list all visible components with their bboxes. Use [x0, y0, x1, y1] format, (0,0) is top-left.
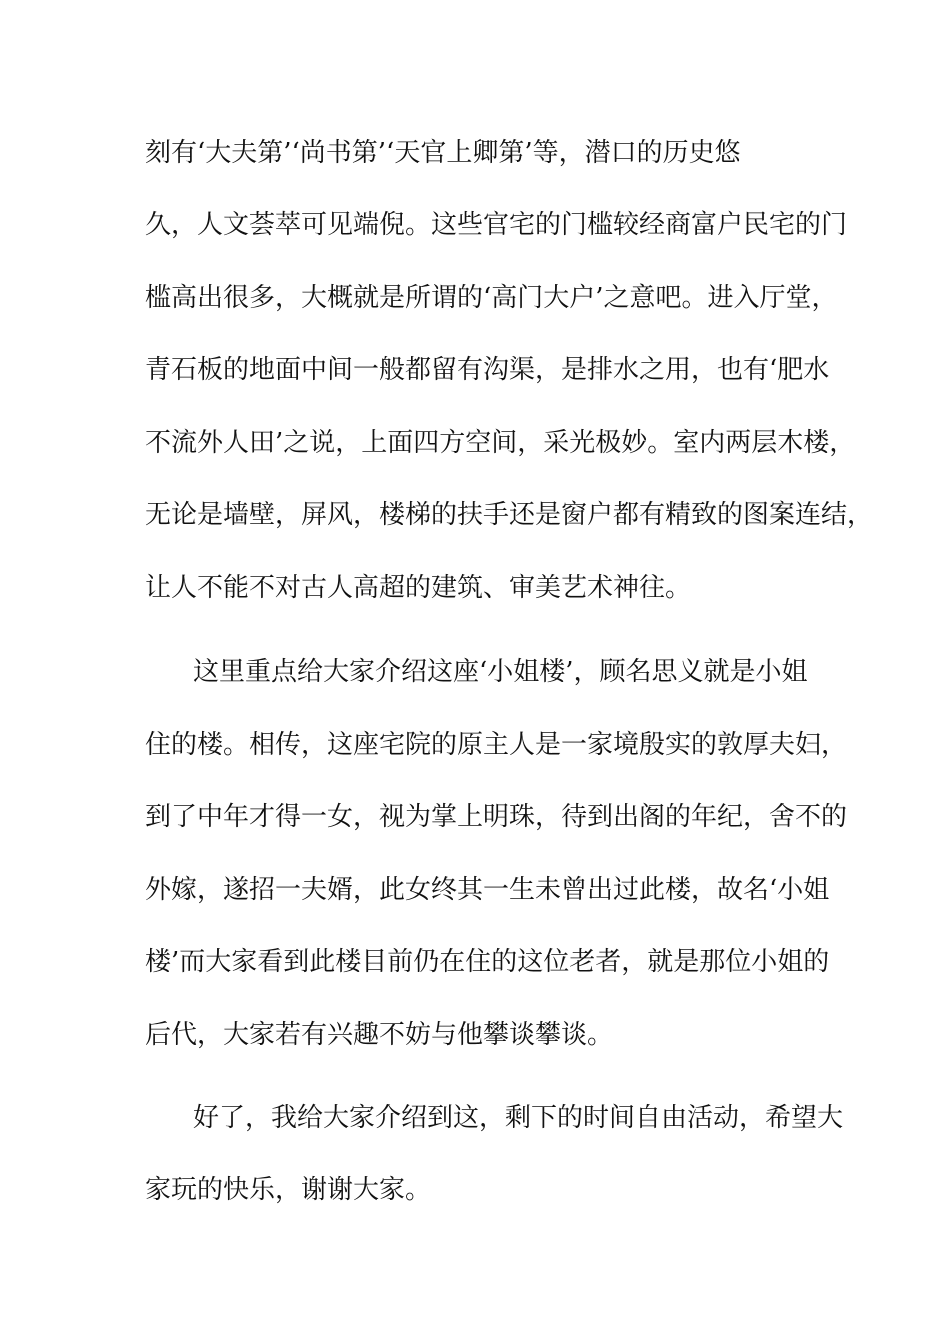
text-line: 让人不能不对古人高超的建筑、审美艺术神往。	[145, 573, 692, 603]
text-line: 青石板的地面中间一般都留有沟渠，是排水之用，也有‘肥水	[145, 355, 830, 385]
text-line: 好了，我给大家介绍到这，剩下的时间自由活动，希望大	[193, 1103, 844, 1133]
text-line: 后代，大家若有兴趣不妨与他攀谈攀谈。	[145, 1020, 614, 1050]
text-line: 外嫁，遂招一夫婿，此女终其一生未曾出过此楼，故名‘小姐	[145, 875, 830, 905]
text-line: 不流外人田’之说，上面四方空间，采光极妙。室内两层木楼，	[145, 428, 856, 458]
text-line: 久，人文荟萃可见端倪。这些官宅的门槛较经商富户民宅的门	[145, 210, 848, 240]
text-line: 住的楼。相传，这座宅院的原主人是一家境殷实的敦厚夫妇，	[145, 730, 848, 760]
text-line: 槛高出很多，大概就是所谓的‘高门大户’之意吧。进入厅堂，	[145, 283, 838, 313]
text-line: 家玩的快乐，谢谢大家。	[145, 1175, 432, 1205]
text-line: 到了中年才得一女，视为掌上明珠，待到出阁的年纪，舍不的	[145, 802, 848, 832]
text-line: 这里重点给大家介绍这座‘小姐楼’，顾名思义就是小姐	[193, 657, 808, 687]
text-line: 无论是墙壁，屏风，楼梯的扶手还是窗户都有精致的图案连结，	[145, 500, 874, 530]
text-line: 刻有‘大夫第’‘尚书第’‘天官上卿第’等，潜口的历史悠	[145, 138, 741, 168]
text-line: 楼’而大家看到此楼目前仍在住的这位老者，就是那位小姐的	[145, 947, 830, 977]
